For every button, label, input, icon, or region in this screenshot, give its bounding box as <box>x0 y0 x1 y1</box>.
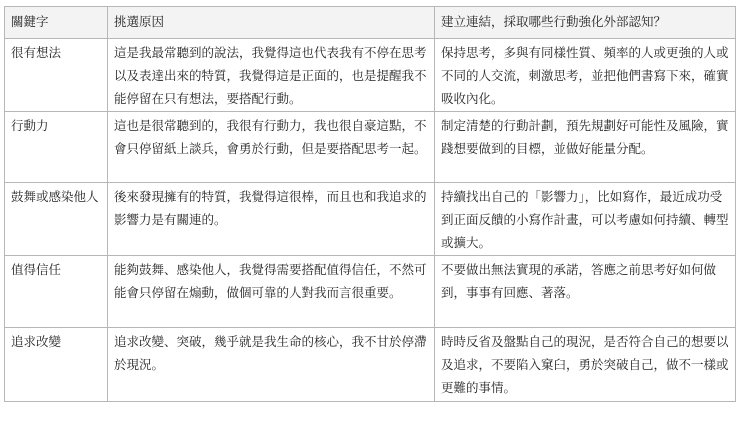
action-cell: 不要做出無法實現的承諾，答應之前思考好如何做到，事事有回應、著落。 <box>435 256 736 328</box>
action-cell: 制定清楚的行動計劃，預先規劃好可能性及風險，實踐想要做到的目標，並做好能量分配。 <box>435 112 736 183</box>
action-cell: 時時反省及盤點自己的現況，是否符合自己的想要以及追求，不要陷入窠臼，勇於突破自己，做不一樣或更難的事情。 <box>435 328 736 402</box>
keyword-cell: 很有想法 <box>5 39 108 112</box>
table-body <box>5 39 736 402</box>
header-action: 建立連結，採取哪些行動強化外部認知？ <box>435 7 736 39</box>
reason-cell: 這也是很常聽到的，我很有行動力，我也很自豪這點，不會只停留紙上談兵，會勇於行動，但是要搭配思考一起。 <box>108 112 435 183</box>
keyword-cell: 追求改變 <box>5 328 108 402</box>
table-row <box>5 256 736 328</box>
keyword-cell: 值得信任 <box>5 256 108 328</box>
header-reason: 挑選原因 <box>108 7 435 39</box>
header-keyword: 關鍵字 <box>5 7 108 39</box>
reason-cell: 這是我最常聽到的說法，我覺得這也代表我有不停在思考以及表達出來的特質，我覺得這是正面的，也是提醒我不能停留在只有想法，要搭配行動。 <box>108 39 435 112</box>
table-row <box>5 39 736 112</box>
table-row <box>5 328 736 402</box>
keyword-table <box>4 6 736 402</box>
action-cell: 保持思考，多與有同樣性質、頻率的人或更強的人或不同的人交流，刺激思考，並把他們書寫下來，確實吸收內化。 <box>435 39 736 112</box>
table-row <box>5 183 736 256</box>
table-row <box>5 112 736 183</box>
keyword-cell: 行動力 <box>5 112 108 183</box>
table-header <box>5 7 736 39</box>
header-row <box>5 7 736 39</box>
action-cell: 持續找出自己的「影響力」，比如寫作，最近成功受到正面反饋的小寫作計畫，可以考慮如何持續、轉型或擴大。 <box>435 183 736 256</box>
keyword-cell: 鼓舞或感染他人 <box>5 183 108 256</box>
reason-cell: 後來發現擁有的特質，我覺得這很棒，而且也和我追求的影響力是有關連的。 <box>108 183 435 256</box>
reason-cell: 追求改變、突破，幾乎就是我生命的核心，我不甘於停滯於現況。 <box>108 328 435 402</box>
reason-cell: 能夠鼓舞、感染他人，我覺得需要搭配值得信任，不然可能會只停留在煽動，做個可靠的人對我而言很重要。 <box>108 256 435 328</box>
